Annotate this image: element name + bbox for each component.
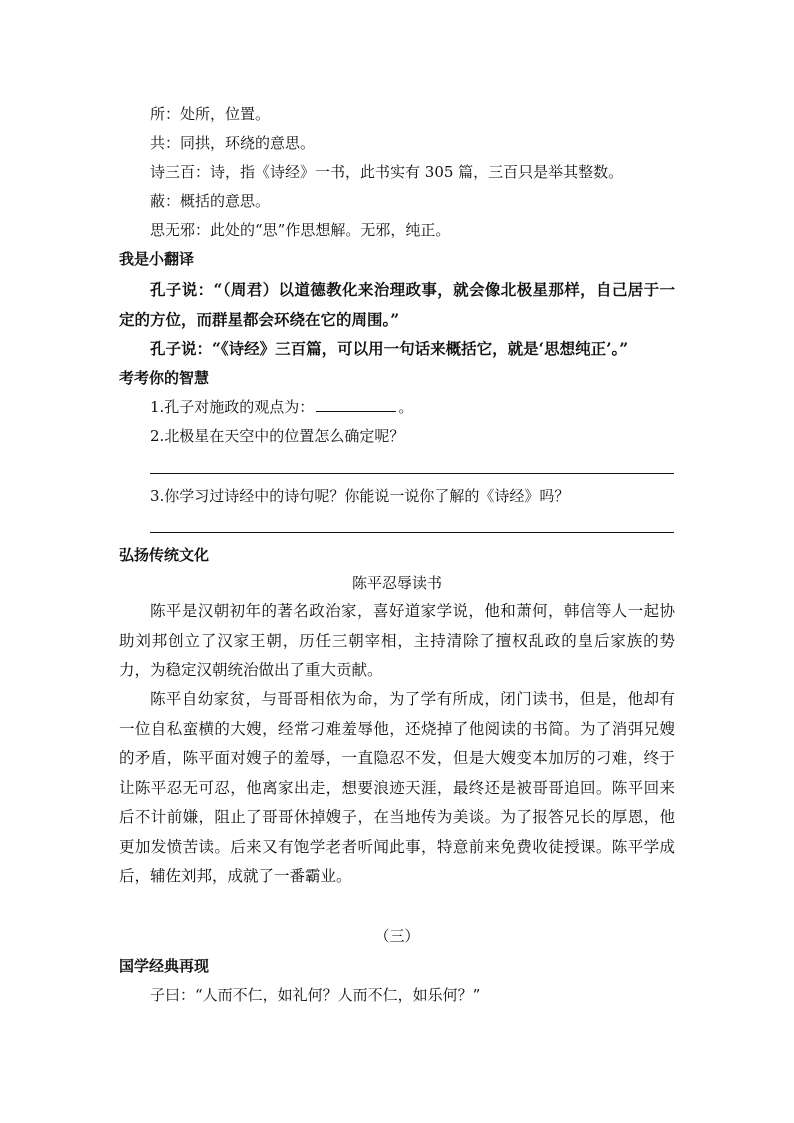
heading-quiz: 考考你的智慧 — [119, 369, 210, 387]
classic-quote: 子曰：“人而不仁，如礼何？人而不仁，如乐何？” — [150, 986, 481, 1004]
note-bi: 蔽：概括的意思。 — [150, 192, 271, 210]
story-title: 陈平忍辱读书 — [351, 574, 442, 592]
story-para-1: 陈平是汉朝初年的著名政治家，喜好道家学说，他和萧何，韩信等人一起协助刘邦创立了汉家王朝，历任三朝宰相，主持清除了擅权乱政的皇后家族的势力，为稳定汉朝统治做出了重大贡献。 — [119, 602, 675, 679]
note-shisanbai: 诗三百：诗，指《诗经》一书，此书实有 305 篇，三百只是举其整数。 — [150, 163, 624, 181]
answer-line-3[interactable] — [150, 532, 674, 533]
quiz-question-3: 3.你学习过诗经中的诗句呢？你能说一说你了解的《诗经》吗？ — [150, 487, 570, 505]
heading-classic: 国学经典再现 — [119, 957, 210, 975]
note-gong: 共：同拱，环绕的意思。 — [150, 134, 316, 152]
quiz-q1-blank[interactable] — [316, 397, 396, 412]
translation-para-2: 孔子说：“《诗经》三百篇，可以用一句话来概括它，就是‘思想纯正’。” — [150, 339, 629, 358]
note-suo: 所：处所，位置。 — [150, 105, 271, 123]
section-number: （三） — [374, 927, 420, 945]
note-siwuxie: 思无邪：此处的“思”作思想解。无邪，纯正。 — [150, 221, 451, 239]
heading-culture: 弘扬传统文化 — [119, 546, 210, 564]
quiz-q1-end: 。 — [398, 398, 414, 416]
answer-line-2[interactable] — [150, 473, 674, 474]
quiz-q1-text: 1.孔子对施政的观点为： — [150, 398, 315, 416]
heading-translate: 我是小翻译 — [119, 250, 195, 268]
quiz-question-1 — [150, 397, 413, 417]
quiz-question-2: 2.北极星在天空中的位置怎么确定呢？ — [150, 427, 405, 445]
translation-para-1: 孔子说：“（周君）以道德教化来治理政事，就会像北极星那样，自己居于一定的方位，而群星都会环绕在它的周围。” — [119, 280, 675, 329]
story-para-2: 陈平自幼家贫，与哥哥相依为命，为了学有所成，闭门读书，但是，他却有一位自私蛮横的大嫂，经常刁难羞辱他，还烧掉了他阅读的书简。为了消弭兄嫂的矛盾，陈平面对嫂子的羞辱，一直隐忍不发，但是大嫂变本加厉的刁难，终于让陈平忍无可忍，他离家出走，想要浪迹天涯，最终还是被哥哥追回。陈平回来后不计前嫌，阻止了哥哥休掉嫂子，在当地传为美谈。为了报答兄长的厚恩，他更加发愤苦读。后来又有饱学老者听闻此事，特意前来免费收徒授课。陈平学成后，辅佐刘邦，成就了一番霸业。 — [119, 690, 675, 885]
